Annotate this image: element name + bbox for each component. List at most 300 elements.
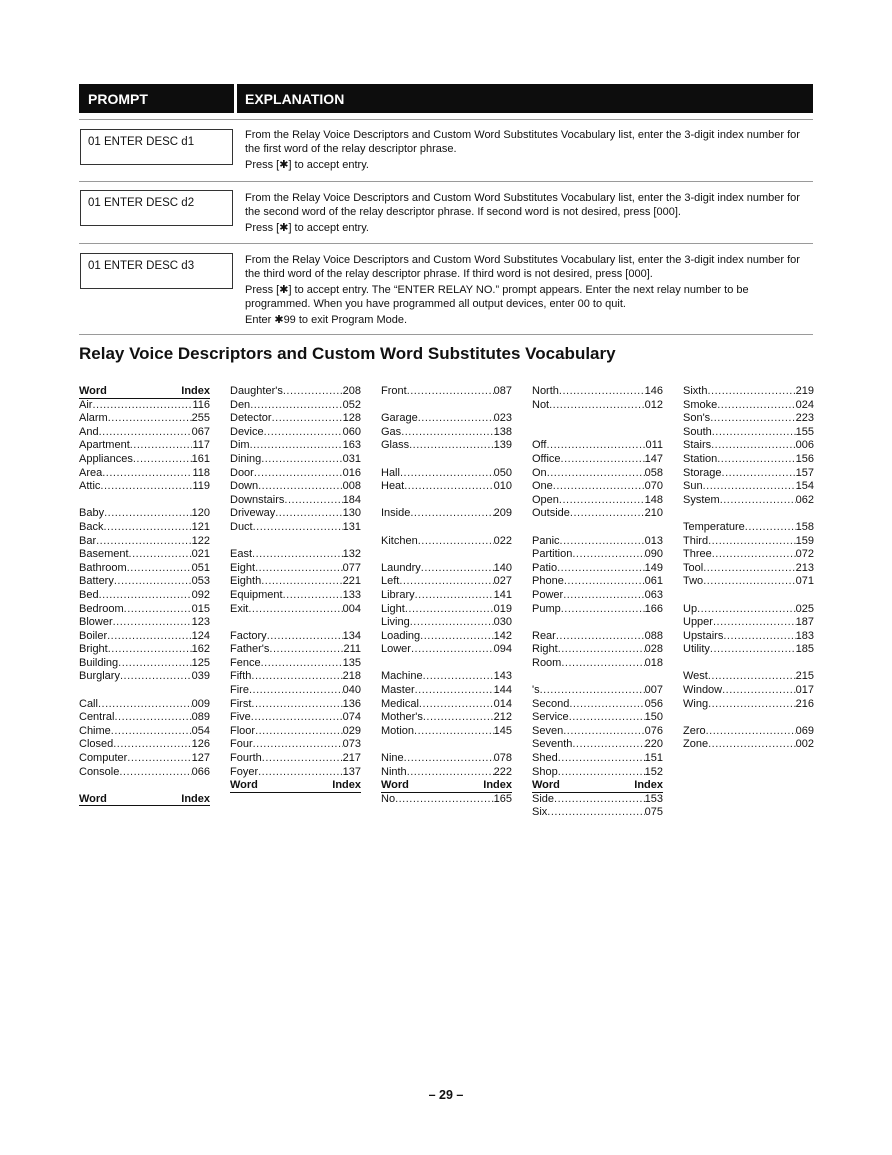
vocab-index: 015 [191,602,210,615]
vocab-index: 222 [493,765,512,778]
vocab-index: 013 [644,534,663,547]
blank-row [683,711,814,725]
vocab-word: Air [79,398,93,411]
dot-leader [401,426,493,440]
vocab-index: 029 [342,724,361,737]
vocab-index: 137 [342,765,361,778]
vocab-word: Son's [683,412,711,425]
dot-leader [284,494,342,508]
dot-leader [708,738,796,752]
vocab-entry [79,766,210,780]
vocab-entry [230,439,361,453]
dot-leader [410,507,493,521]
vocab-entry [683,603,814,617]
dot-leader [407,385,494,399]
dot-leader [251,670,342,684]
vocab-entry [532,575,663,589]
blank-row [532,521,663,535]
dot-leader [133,453,192,467]
vocab-entry [683,439,814,453]
dot-leader [572,548,644,562]
dot-leader [254,467,343,481]
vocab-entry [381,562,512,576]
vocab-index: 138 [493,425,512,438]
row-divider [79,119,813,120]
vocab-entry [79,603,210,617]
vocab-word: Patio [532,561,558,574]
vocab-column-header [230,779,361,793]
dot-leader [559,385,645,399]
blank-row [381,494,512,508]
vocab-word: Dining [230,452,262,465]
vocab-index: 184 [342,493,361,506]
vocab-entry [381,426,512,440]
vocab-index: 071 [795,575,814,588]
vocab-word: Machine [381,670,423,683]
vocab-column-header [79,385,210,399]
vocab-word: Front [381,385,407,397]
vocab-word: Living [381,616,410,629]
vocab-index: 089 [191,711,210,724]
vocab-word: Service [532,711,569,724]
blank-row [532,670,663,684]
vocab-word: One [532,480,553,493]
vocab-entry [230,684,361,698]
dot-leader [250,439,343,453]
vocab-word: Rear [532,629,556,642]
vocab-word: Right [532,643,558,656]
dot-leader [712,548,796,562]
vocab-entry [532,589,663,603]
word-header: Word [79,385,107,397]
vocab-index: 022 [493,534,512,547]
vocab-index: 127 [191,752,210,765]
vocab-index: 123 [191,616,210,629]
vocab-entry [683,412,814,426]
dot-leader [558,643,645,657]
vocab-entry [532,439,663,453]
vocab-column-header [79,793,210,807]
vocab-entry [532,738,663,752]
vocab-entry [683,630,814,644]
vocab-index: 155 [795,425,814,438]
vocab-entry [230,507,361,521]
vocab-entry [230,766,361,780]
vocab-entry [683,725,814,739]
vocab-index: 150 [644,711,663,724]
dot-leader [253,521,343,535]
vocab-entry [532,535,663,549]
vocab-word: Office [532,452,561,465]
dot-leader [547,806,644,820]
vocab-index: 183 [795,629,814,642]
vocab-word: Light [381,602,405,615]
vocab-entry [79,412,210,426]
dot-leader [261,657,343,671]
vocab-index: 074 [342,711,361,724]
explanation-d1 [245,128,805,172]
vocab-entry [683,521,814,535]
vocab-word: Motion [381,724,415,737]
vocab-entry [230,521,361,535]
vocab-entry [381,385,512,399]
vocab-entry [381,603,512,617]
dot-leader [258,480,343,494]
vocab-entry [532,453,663,467]
vocab-index: 039 [191,670,210,683]
dot-leader [405,603,494,617]
vocab-word: Third [683,534,709,547]
vocab-word: Daughter's [230,385,283,397]
vocab-index: 209 [493,507,512,520]
vocab-index: 087 [493,385,512,397]
vocab-index: 018 [644,656,663,669]
vocab-word: Floor [230,724,256,737]
dot-leader [707,385,795,399]
vocab-word: Battery [79,575,114,588]
vocab-entry [79,453,210,467]
vocab-index: 054 [191,724,210,737]
vocab-index: 050 [493,466,512,479]
index-header: Index [634,779,663,792]
vocab-column-5 [683,385,814,752]
vocab-word: West [683,670,708,683]
vocab-index: 025 [795,602,814,615]
vocab-index: 215 [795,670,814,683]
vocab-column-1 [79,385,210,806]
blank-row [381,657,512,671]
vocab-word: Chime [79,724,111,737]
vocab-word: Zero [683,724,706,737]
vocab-index: 210 [644,507,663,520]
vocab-word: Burglary [79,670,120,683]
vocab-word: Station [683,452,718,465]
vocab-word: Gas [381,425,402,438]
dot-leader [108,412,192,426]
vocab-word: Left [381,575,400,588]
vocab-index: 154 [795,480,814,493]
dot-leader [96,535,192,549]
vocab-index: 219 [795,385,814,397]
vocab-entry [381,698,512,712]
vocab-entry [230,480,361,494]
vocab-index: 153 [644,792,663,805]
vocab-entry [79,521,210,535]
vocab-word: Up [683,602,698,615]
vocab-entry [381,535,512,549]
dot-leader [546,439,645,453]
dot-leader [249,684,343,698]
vocab-word: Kitchen [381,534,418,547]
vocab-word: Five [230,711,251,724]
dot-leader [563,589,644,603]
blank-row [532,412,663,426]
dot-leader [418,535,494,549]
vocab-index: 163 [342,439,361,452]
vocab-entry [381,575,512,589]
vocab-entry [79,439,210,453]
vocab-entry [230,494,361,508]
vocab-index: 158 [795,520,814,533]
dot-leader [418,412,494,426]
dot-leader [554,793,645,807]
dot-leader [107,630,192,644]
dot-leader [420,630,493,644]
blank-row [683,507,814,521]
vocab-word: Hall [381,466,400,479]
explanation-text: Press [✱] to accept entry. [245,159,369,171]
vocab-word: Foyer [230,765,259,778]
vocab-word: Detector [230,412,272,425]
vocab-entry [79,616,210,630]
dot-leader [713,616,796,630]
vocab-word: Heat [381,480,405,493]
vocab-word: North [532,385,559,397]
vocab-word: Medical [381,697,419,710]
vocab-index: 131 [342,520,361,533]
dot-leader [559,494,645,508]
dot-leader [557,562,645,576]
word-header: Word [230,779,258,792]
vocab-index: 019 [493,602,512,615]
vocab-entry [683,494,814,508]
dot-leader [556,630,645,644]
vocab-word: Apartment [79,439,130,452]
vocab-word: Bedroom [79,602,124,615]
vocab-word: Glass [381,439,410,452]
vocab-entry [683,698,814,712]
dot-leader [267,630,343,644]
vocab-word: Six [532,806,548,819]
vocab-entry [230,399,361,413]
vocab-word: Partition [532,548,573,561]
vocab-word: Open [532,493,559,506]
vocab-entry [683,684,814,698]
vocab-entry [683,738,814,752]
vocab-entry [230,603,361,617]
explanation-column-header: EXPLANATION [245,91,345,107]
vocab-index: 070 [644,480,663,493]
vocab-index: 056 [644,697,663,710]
vocab-index: 136 [342,697,361,710]
dot-leader [560,535,645,549]
dot-leader [570,507,645,521]
vocab-word: Four [230,738,253,751]
vocab-entry [230,657,361,671]
vocab-index: 007 [644,684,663,697]
dot-leader [745,521,796,535]
dot-leader [92,399,192,413]
dot-leader [423,711,494,725]
vocab-index: 024 [795,398,814,411]
vocab-entry [381,480,512,494]
dot-leader [99,426,192,440]
vocab-entry [532,507,663,521]
vocab-entry [683,426,814,440]
dot-leader [708,535,796,549]
dot-leader [410,616,494,630]
vocab-column-3 [381,385,512,806]
dot-leader [253,738,343,752]
dot-leader [129,548,192,562]
vocab-word: Panic [532,534,560,547]
dot-leader [283,589,343,603]
vocab-index: 088 [644,629,663,642]
vocab-word: Duct [230,520,253,533]
vocab-entry [683,643,814,657]
blank-row [381,521,512,535]
dot-leader [703,575,795,589]
dot-leader [252,548,343,562]
dot-leader [722,467,796,481]
vocab-index: 220 [644,738,663,751]
vocab-word: Computer [79,752,128,765]
dot-leader [540,684,645,698]
vocab-entry [230,738,361,752]
vocab-word: On [532,466,547,479]
explanation-text: From the Relay Voice Descriptors and Custom Word Substitutes Vocabulary list, enter the 3-digit index number for the third word of the relay descriptor phrase. If third word is not desired, press [000]. [245,254,800,280]
vocab-column-header [381,779,512,793]
vocab-word: Nine [381,752,404,765]
vocab-entry [381,793,512,807]
vocab-word: Three [683,548,712,561]
vocab-index: 156 [795,452,814,465]
vocab-word: Tool [683,561,704,574]
dot-leader [104,507,192,521]
dot-leader [272,412,343,426]
vocab-index: 118 [192,466,210,479]
vocab-entry [683,467,814,481]
dot-leader [118,657,192,671]
vocab-entry [79,752,210,766]
vocab-entry [381,766,512,780]
vocab-entry [79,535,210,549]
vocab-entry [381,711,512,725]
vocab-index: 125 [191,656,210,669]
explanation-text: Enter ✱99 to exit Program Mode. [245,314,408,326]
vocab-entry [79,480,210,494]
dot-leader [102,467,192,481]
dot-leader [108,643,192,657]
vocab-index: 010 [493,480,512,493]
dot-leader [114,575,192,589]
vocab-index: 119 [192,480,210,493]
vocab-index: 187 [795,616,814,629]
dot-leader [558,766,645,780]
vocab-index: 009 [191,697,210,710]
vocab-entry [683,548,814,562]
vocab-entry [532,725,663,739]
blank-row [381,399,512,413]
vocab-index: 017 [795,684,814,697]
vocab-word: Zone [683,738,709,751]
table-header [79,84,813,113]
vocab-index: 121 [191,520,210,533]
vocab-index: 135 [342,656,361,669]
vocab-index: 006 [795,439,814,452]
vocab-entry [230,670,361,684]
vocab-index: 144 [493,684,512,697]
vocab-word: Lower [381,643,411,656]
dot-leader [561,603,645,617]
vocab-index: 040 [342,684,361,697]
vocab-entry [79,711,210,725]
vocab-entry [532,684,663,698]
vocab-entry [230,426,361,440]
dot-leader [100,480,192,494]
dot-leader [561,657,644,671]
vocab-index: 117 [192,439,210,452]
row-divider [79,334,813,335]
vocab-word: Basement [79,548,129,561]
vocab-index: 185 [795,643,814,656]
vocab-entry [381,467,512,481]
vocab-word: Fifth [230,670,252,683]
vocab-entry [532,562,663,576]
vocab-word: Seventh [532,738,573,751]
vocab-index: 152 [644,765,663,778]
vocab-index: 128 [342,412,361,425]
vocab-index: 221 [342,575,361,588]
vocab-word: Power [532,588,564,601]
vocab-index: 116 [192,398,210,411]
vocab-word: Call [79,697,98,710]
dot-leader [564,575,645,589]
dot-leader [404,752,494,766]
vocab-index: 208 [342,385,361,397]
vocab-entry [79,589,210,603]
vocab-entry [230,575,361,589]
vocab-entry [532,480,663,494]
index-header: Index [181,792,210,805]
vocab-entry [230,548,361,562]
blank-row [79,684,210,698]
vocab-word: Fourth [230,752,262,765]
dot-leader [411,643,494,657]
dot-leader [251,711,343,725]
vocab-entry [532,603,663,617]
vocab-index: 058 [644,466,663,479]
vocab-entry [79,562,210,576]
vocab-word: Eighth [230,575,262,588]
vocab-entry [532,467,663,481]
vocab-index: 165 [493,792,512,805]
blank-row [683,589,814,603]
blank-row [381,738,512,752]
vocab-entry [381,643,512,657]
page-number: – 29 – [428,1088,464,1102]
vocab-word: Downstairs [230,493,285,506]
vocab-entry [79,399,210,413]
vocab-word: Building [79,656,119,669]
vocab-index: 218 [342,670,361,683]
vocab-entry [381,725,512,739]
vocab-word: Sun [683,480,703,493]
vocab-word: Two [683,575,704,588]
vocab-index: 166 [644,602,663,615]
vocab-word: Factory [230,629,267,642]
vocab-index: 223 [795,412,814,425]
dot-leader [113,738,191,752]
vocab-word: Down [230,480,259,493]
dot-leader [255,562,343,576]
vocab-index: 053 [191,575,210,588]
dot-leader [130,439,193,453]
dot-leader [399,575,493,589]
header-divider [234,84,237,113]
vocab-index: 016 [342,466,361,479]
dot-leader [264,426,343,440]
